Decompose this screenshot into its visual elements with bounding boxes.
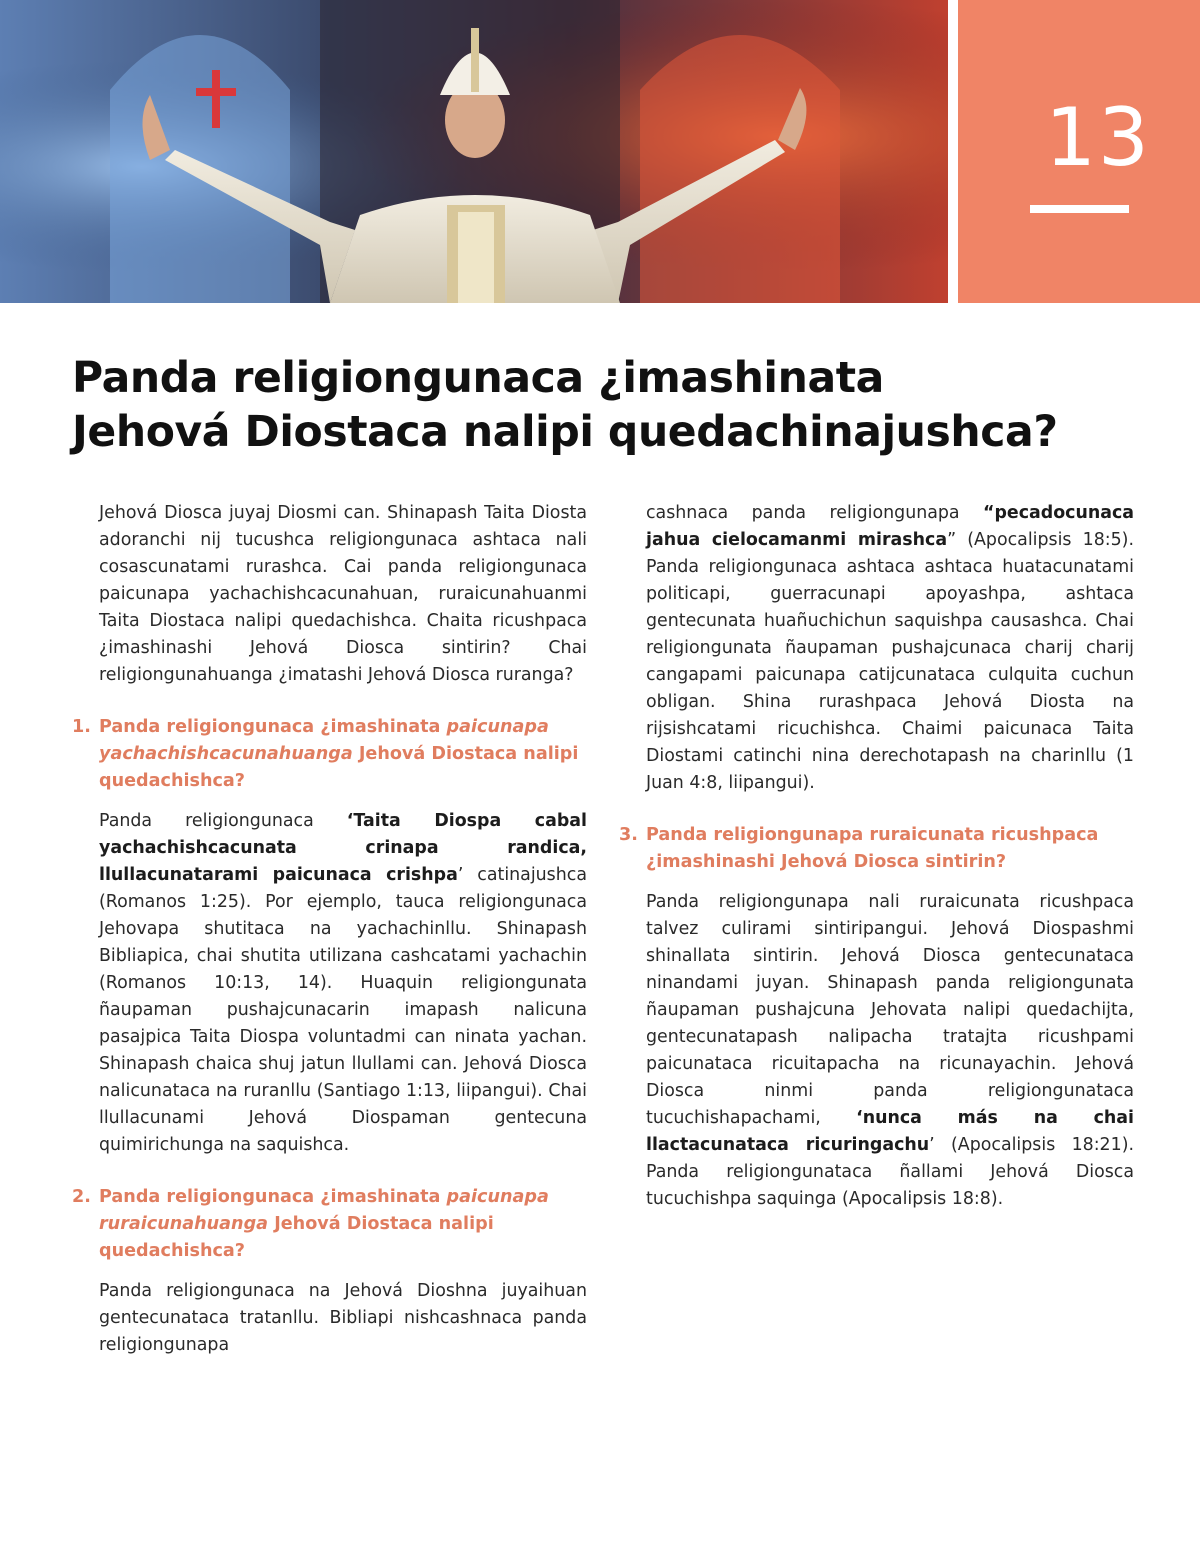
question-1-number: 1. — [72, 717, 91, 737]
question-3-number: 3. — [619, 825, 638, 845]
question-2 — [72, 1184, 587, 1265]
title-line-1: Panda religiongunaca ¿imashinata — [72, 354, 884, 403]
question-3 — [619, 822, 1134, 876]
intro-paragraph: Jehová Diosca juyaj Diosmi can. Shinapash Taita Diosta adoranchi nij tucushca religiongunaca ashtaca nali cosascunatami rurashca. Cai panda religiongunaca paicunapa yachachishcacunahuan, ruraicunahuanmi Taita Diostaca nalipi quedachishca. Chaita ricushpaca ¿imashinashi Jehová Diosca sintirin? Chai religiongunahuanga ¿imatashi Jehová Diosca ruranga? — [99, 503, 587, 685]
question-2-number: 2. — [72, 1187, 91, 1207]
question-1-text: Panda religiongunaca ¿imashinata paicunapa yachachishcacunahuanga Jehová Diostaca nalipi quedachishca? — [99, 717, 579, 791]
question-2-text: Panda religiongunaca ¿imashinata paicunapa ruraicunahuanga Jehová Diostaca nalipi quedachishca? — [99, 1187, 549, 1261]
hero-illustration — [0, 0, 948, 303]
title-line-2: Jehová Diostaca nalipi quedachinajushca? — [72, 408, 1058, 457]
right-column — [619, 500, 1134, 1213]
answer-1-paragraph: Panda religiongunaca ‘Taita Diospa cabal yachachishcacunata crinapa randica, llullacunatarami paicunaca crishpa’ catinajushca (Romanos 1:25). Por ejemplo, tauca religiongunaca Jehovapa shutitaca na yachachinllu. Shinapash Bibliapica, chai shutita utilizana cashcatami yachachin (Romanos 10:13, 14). Huaquin religiongunata ñaupaman pushajcunacarin imapash nalicuna pasajpica Taita Diospa voluntadmi can ninata yachan. Shinapash chaica shuj jatun llullami can. Jehová Diosca nalicunataca na ruranllu (Santiago 1:13, liipangui). Chai llullacunami Jehová Diospaman gentecuna quimirichunga na saquishca. — [99, 811, 587, 1155]
answer-3-paragraph: Panda religiongunapa nali ruraicunata ricushpaca talvez culirami sintiripangui. Jehová Diospashmi shinallata sintirin. Jehová Diosca gentecunataca ninandami juyan. Shinapash panda religiongunata ñaupaman pushajcuna Jehovata nalipi quedachijta, gentecunatapash nalipacha tratajta ricushpami paicunataca ricuitapacha na ricunayachin. Jehová Diosca ninmi panda religiongunataca tucuchishapachami, ‘nunca más na chai llactacunataca ricuringachu’ (Apocalipsis 18:21). Panda religiongunataca ñallami Jehová Diosca tucuchishpa saquinga (Apocalipsis 18:8). — [646, 892, 1135, 1209]
question-1 — [72, 714, 587, 795]
cross-icon — [212, 70, 220, 128]
question-3-text: Panda religiongunapa ruraicunata ricushpaca ¿imashinashi Jehová Diosca sintirin? — [646, 825, 1099, 872]
lesson-number-badge — [958, 0, 1200, 303]
left-column — [72, 500, 587, 1355]
answer-2-paragraph-continued: cashnaca panda religiongunapa “pecadocunaca jahua cielocamanmi mirashca” (Apocalipsis 18:5). Panda religiongunaca ashtaca ashtaca huatacunatami politicapi, guerracunapi apoyashpa, ashtaca gentecunata huañuchichun saquishpa causashca. Chai religiongunata ñaupaman pushajcunaca charij charij cangapami paicunapa catijcunataca culquita cuchun obligan. Shina rurashpaca Jehová Diosta na rijsishcatami ricuchishca. Chaimi paicunaca Taita Diostami catinchi nina derechotapash na charinllu (1 Juan 4:8, liipangui). — [646, 503, 1135, 793]
hero-photo-religious-leader — [0, 0, 948, 303]
lesson-number: 13 — [1045, 91, 1151, 184]
answer-2-paragraph-start: Panda religiongunaca na Jehová Dioshna juyaihuan gentecunataca tratanllu. Bibliapi nishcashnaca panda religiongunapa — [99, 1281, 587, 1355]
page-title — [72, 352, 1152, 460]
badge-underline — [1030, 205, 1129, 213]
